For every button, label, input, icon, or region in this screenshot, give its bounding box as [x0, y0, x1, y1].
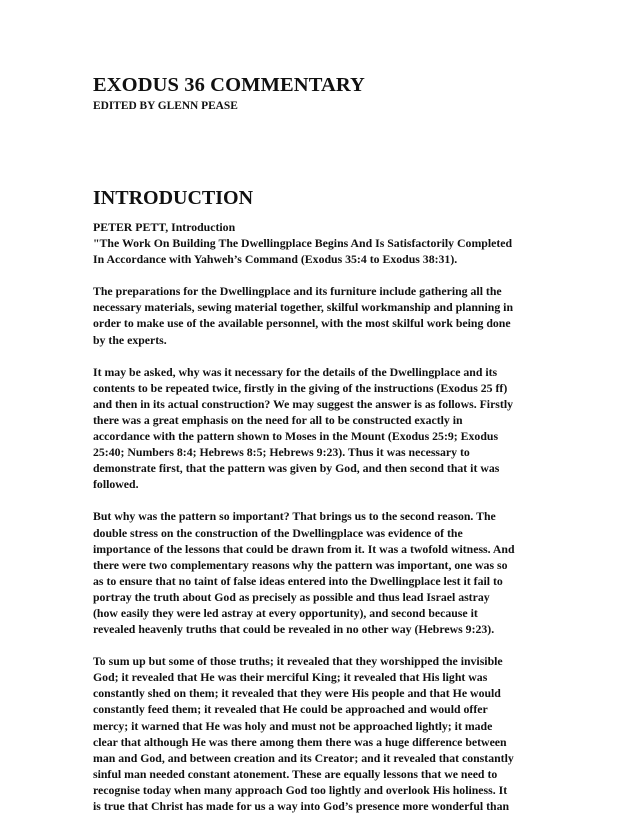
paragraph-line: recognise today when many approach God too lightly and overlook His holiness. It — [93, 782, 508, 797]
paragraph-line: necessary materials, sewing material together, skilful workmanship and planning in — [93, 300, 514, 315]
paragraph-line: double stress on the construction of the Dwellingplace was evidence of the — [93, 525, 463, 540]
paragraph-line: as to ensure that no taint of false ideas entered into the Dwellingplace lest it fail to — [93, 573, 503, 588]
paragraph-line: by the experts. — [93, 332, 167, 347]
paragraph-line: portray the truth about God as precisely as possible and thus lead Israel astray — [93, 589, 490, 604]
intro-line: PETER PETT, Introduction — [93, 220, 236, 234]
paragraph-line: followed. — [93, 477, 139, 492]
paragraph-line: is true that Christ has made for us a way into God’s presence more wonderful than — [93, 799, 510, 813]
paragraph-line: contents to be repeated twice, firstly in the giving of the instructions (Exodus 25 ff) — [93, 380, 508, 395]
intro-line: "The Work On Building The Dwellingplace Begins And Is Satisfactorily Completed — [93, 236, 513, 251]
document-title: EXODUS 36 COMMENTARY — [93, 74, 365, 96]
section-heading: INTRODUCTION — [93, 187, 254, 209]
document-subtitle: EDITED BY GLENN PEASE — [93, 100, 238, 112]
paragraph — [93, 653, 545, 814]
paragraph-line: constantly shed on them; it revealed that they were His people and that He would — [93, 686, 501, 701]
paragraph — [93, 508, 545, 637]
paragraph-line: revealed heavenly truths that could be revealed in no other way (Hebrews 9:23). — [93, 622, 495, 637]
paragraph-line: demonstrate first, that the pattern was given by God, and then second that it was — [93, 461, 500, 476]
paragraph-line: man and God, and between creation and its Creator; and it revealed that constantly — [93, 750, 514, 765]
paragraph-line: clear that although He was there among them there was a huge difference between — [93, 734, 507, 749]
intro-line: In Accordance with Yahweh’s Command (Exodus 35:4 to Exodus 38:31). — [93, 252, 458, 267]
paragraph-line: and then in its actual construction? We may suggest the answer is as follows. Firstly — [93, 396, 514, 411]
paragraph-line: there were two complementary reasons why the pattern was important, one was so — [93, 557, 508, 572]
paragraph-line: 25:40; Numbers 8:4; Hebrews 8:5; Hebrews 9:23). Thus it was necessary to — [93, 445, 470, 460]
paragraph — [93, 364, 545, 493]
paragraph-line: But why was the pattern so important? That brings us to the second reason. The — [93, 509, 496, 524]
paragraph-line: mercy; it warned that He was holy and must not be approached lightly; it made — [93, 718, 493, 733]
paragraph-line: accordance with the pattern shown to Moses in the Mount (Exodus 25:9; Exodus — [93, 429, 499, 444]
paragraph-line: It may be asked, why was it necessary for the details of the Dwellingplace and its — [93, 364, 498, 379]
paragraph-line: there was a great emphasis on the need for all to be constructed exactly in — [93, 412, 463, 427]
paragraph-line: order to make use of the available personnel, with the most skilful work being done — [93, 316, 511, 331]
paragraph-line: To sum up but some of those truths; it revealed that they worshipped the invisible — [93, 654, 503, 669]
paragraph-line: sinful man needed constant atonement. These are equally lessons that we need to — [93, 766, 498, 781]
paragraph-line: (how easily they were led astray at every opportunity), and second because it — [93, 605, 478, 620]
paragraph — [93, 283, 545, 347]
intro-block — [93, 219, 545, 267]
paragraph-line: importance of the lessons that could be drawn from it. It was a twofold witness. And — [93, 541, 515, 556]
paragraph-line: God; it revealed that He was their merciful King; it revealed that His light was — [93, 670, 488, 685]
paragraph-line: constantly feed them; it revealed that He could be approached and would offer — [93, 702, 488, 717]
document-page — [93, 74, 545, 814]
paragraph-line: The preparations for the Dwellingplace and its furniture include gathering all the — [93, 284, 502, 299]
